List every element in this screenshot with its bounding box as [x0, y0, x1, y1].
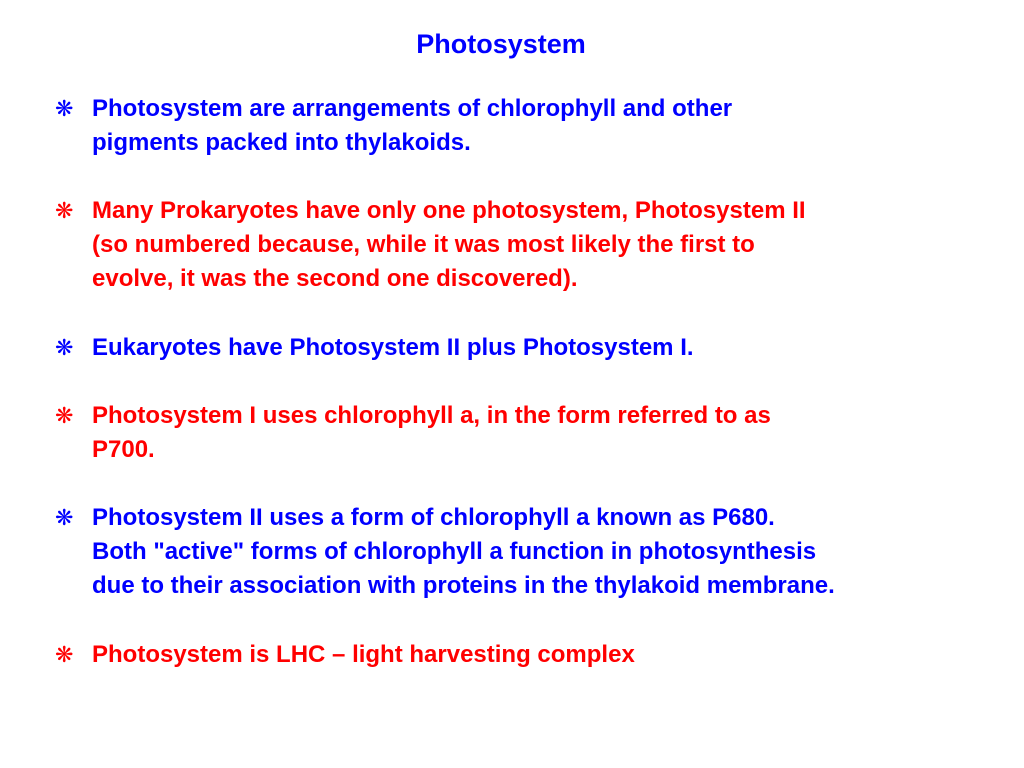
bullet-text: Many Prokaryotes have only one photosystem, Photosystem II (so numbered because, while it was most likely the first to evolve, it was the second one discovered).: [92, 197, 806, 292]
asterisk-bullet-icon: ❋: [55, 198, 74, 223]
asterisk-bullet-icon: ❋: [55, 335, 74, 360]
bullet-text: Photosystem II uses a form of chlorophyll a known as P680. Both "active" forms of chlorophyll a function in photosynthesis due to their association with proteins in the thylakoid membrane.: [92, 504, 835, 599]
slide-title: Photosystem: [416, 29, 586, 59]
bullet-text: Eukaryotes have Photosystem II plus Photosystem I.: [92, 334, 694, 361]
asterisk-bullet-icon: ❋: [55, 96, 74, 121]
asterisk-bullet-icon: ❋: [55, 505, 74, 530]
bullet-text: Photosystem are arrangements of chlorophyll and other pigments packed into thylakoids.: [92, 95, 733, 156]
bullet-text: Photosystem I uses chlorophyll a, in the form referred to as P700.: [92, 402, 771, 463]
bullet-text: Photosystem is LHC – light harvesting complex: [92, 641, 635, 668]
asterisk-bullet-icon: ❋: [55, 403, 74, 428]
asterisk-bullet-icon: ❋: [55, 642, 74, 667]
